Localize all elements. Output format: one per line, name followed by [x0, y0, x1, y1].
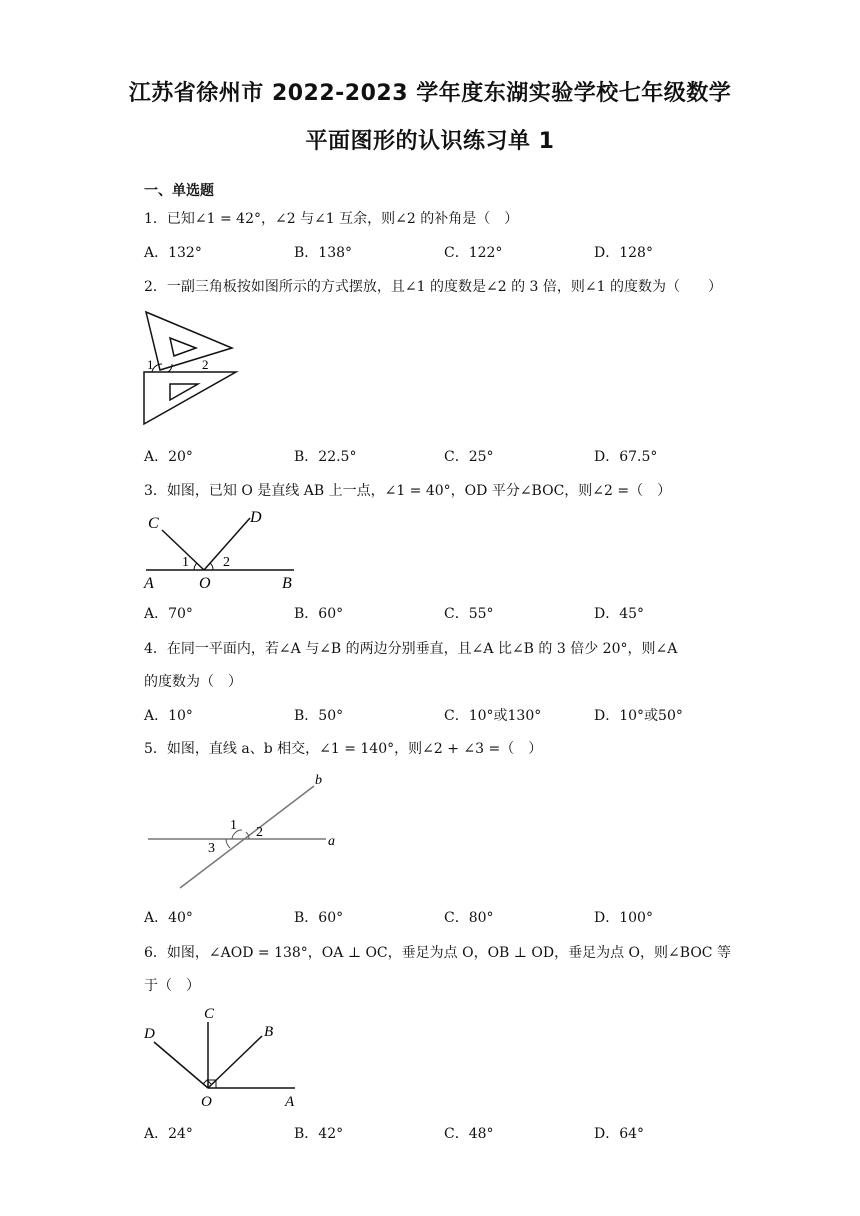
q6-option-b: B．42°	[294, 1126, 344, 1142]
q6-option-c: C．48°	[444, 1126, 494, 1142]
q2-figure-set-squares	[140, 306, 250, 432]
q6-option-a: A．24°	[144, 1126, 193, 1142]
q5-figure-intersecting-lines	[140, 766, 350, 896]
q3-option-b: B．60°	[294, 606, 344, 622]
question-6-stem-line-1: 6．如图，∠AOD = 138°，OA ⊥ OC，垂足为点 O，OB ⊥ OD，垂足为点 O，则∠BOC 等	[144, 945, 731, 961]
q6-label-b: B	[264, 1024, 274, 1040]
page-title-line-2: 平面图形的认识练习单 1	[305, 129, 555, 154]
question-5-stem: 5．如图，直线 a、b 相交，∠1 = 140°，则∠2 + ∠3 =（ ）	[144, 741, 543, 757]
q4-option-a: A．10°	[144, 708, 193, 724]
q5-label-b: b	[315, 773, 322, 788]
q3-label-2: 2	[223, 555, 230, 570]
q6-label-o: O	[201, 1094, 212, 1110]
q6-label-a: A	[285, 1094, 295, 1110]
question-1-stem: 1．已知∠1 = 42°，∠2 与∠1 互余，则∠2 的补角是（ ）	[144, 211, 519, 227]
q2-label-2: 2	[202, 357, 209, 372]
q5-label-2: 2	[256, 825, 263, 840]
q5-label-3: 3	[208, 841, 215, 856]
question-6-stem-line-2: 于（ ）	[144, 978, 200, 994]
q1-option-d: D．128°	[594, 245, 653, 261]
q3-option-c: C．55°	[444, 606, 494, 622]
q5-label-a: a	[328, 834, 335, 849]
q6-option-d: D．64°	[594, 1126, 645, 1142]
q6-label-c: C	[204, 1006, 215, 1022]
question-4-stem-line-1: 4．在同一平面内，若∠A 与∠B 的两边分别垂直，且∠A 比∠B 的 3 倍少 20°，则∠A	[144, 641, 678, 657]
q2-option-c: C．25°	[444, 449, 494, 465]
q3-option-d: D．45°	[594, 606, 645, 622]
question-2-stem: 2．一副三角板按如图所示的方式摆放，且∠1 的度数是∠2 的 3 倍，则∠1 的度数为（ ）	[144, 279, 722, 295]
q4-option-b: B．50°	[294, 708, 344, 724]
q1-option-a: A．132°	[144, 245, 202, 261]
q3-label-o: O	[199, 575, 211, 592]
q1-option-c: C．122°	[444, 245, 503, 261]
q3-label-a: A	[144, 575, 154, 592]
q3-label-d: D	[250, 509, 262, 526]
q6-label-d: D	[144, 1026, 155, 1042]
q3-label-1: 1	[182, 555, 189, 570]
q2-label-1: 1	[147, 357, 154, 372]
section-heading: 一、单选题	[144, 183, 214, 199]
q2-option-b: B．22.5°	[294, 449, 357, 465]
q5-option-c: C．80°	[444, 910, 494, 926]
q3-label-c: C	[148, 515, 159, 532]
q5-option-d: D．100°	[594, 910, 653, 926]
q3-figure-angle-bisector	[140, 506, 300, 592]
q6-figure-perpendicular-rays	[140, 1000, 310, 1112]
question-3-stem: 3．如图，已知 O 是直线 AB 上一点，∠1 = 40°，OD 平分∠BOC，则∠2 =（ ）	[144, 483, 672, 499]
q2-option-d: D．67.5°	[594, 449, 658, 465]
q3-label-b: B	[282, 575, 292, 592]
q5-option-a: A．40°	[144, 910, 193, 926]
page-title-line-1: 江苏省徐州市 2022-2023 学年度东湖实验学校七年级数学	[128, 81, 732, 106]
q4-option-d: D．10°或50°	[594, 708, 683, 724]
q3-option-a: A．70°	[144, 606, 193, 622]
question-4-stem-line-2: 的度数为（ ）	[144, 674, 242, 690]
q5-label-1: 1	[230, 818, 237, 833]
q2-option-a: A．20°	[144, 449, 193, 465]
q5-option-b: B．60°	[294, 910, 344, 926]
q1-option-b: B．138°	[294, 245, 353, 261]
q4-option-c: C．10°或130°	[444, 708, 542, 724]
